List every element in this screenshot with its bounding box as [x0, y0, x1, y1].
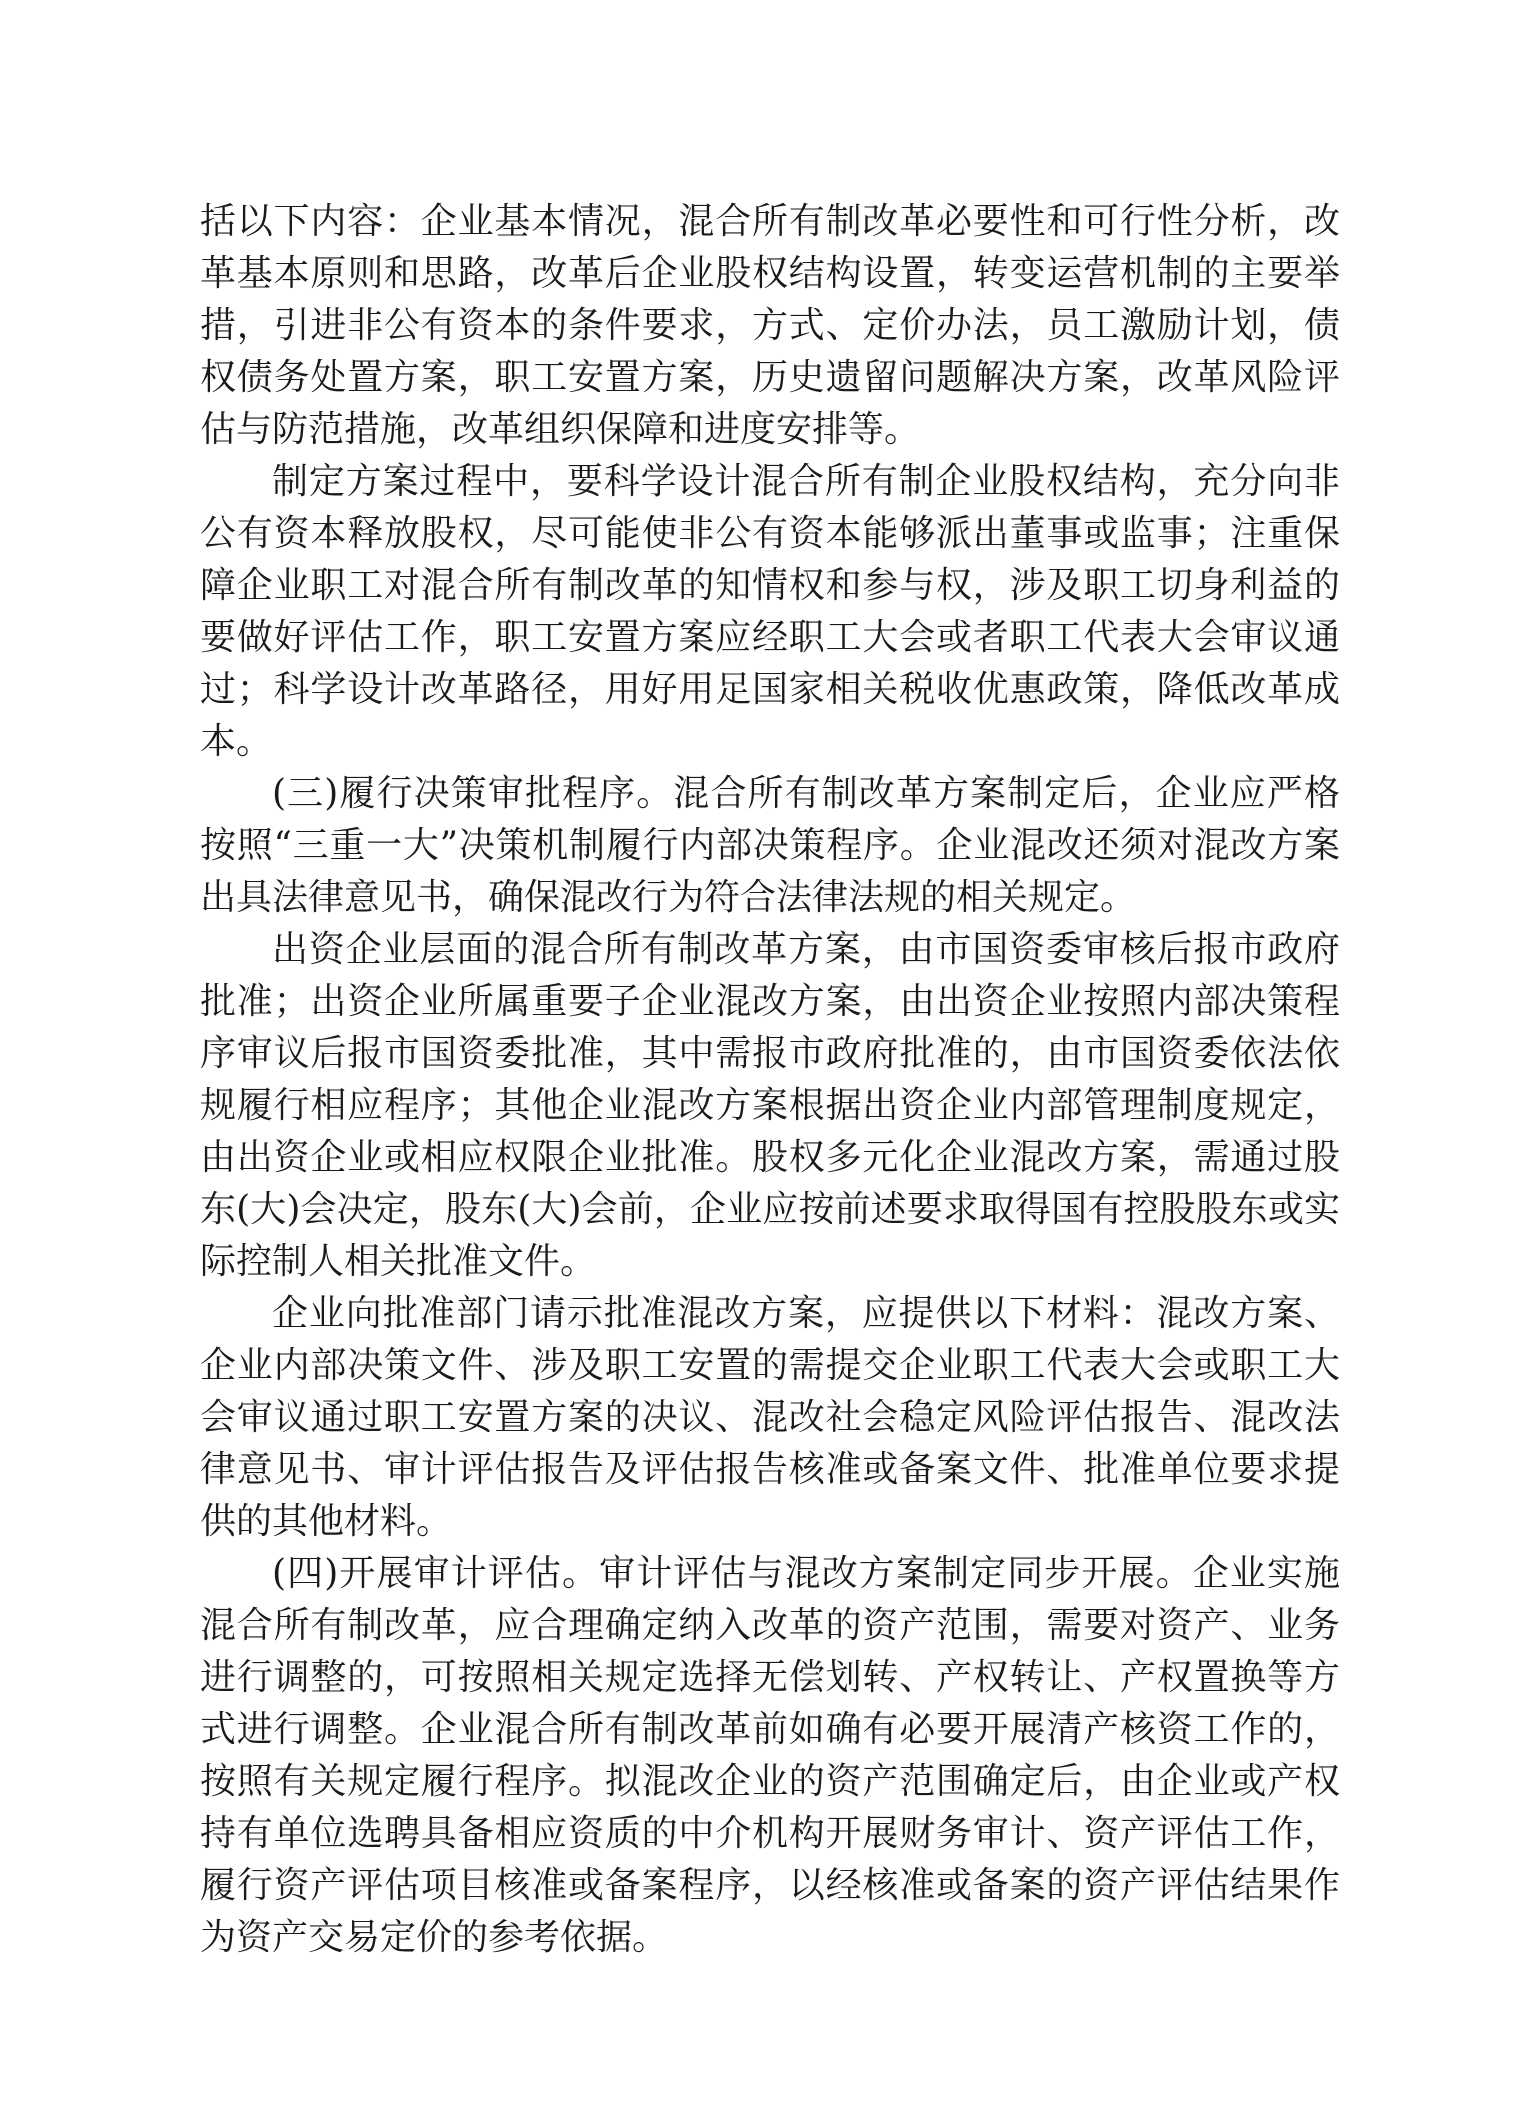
paragraph-continuation: 括以下内容：企业基本情况，混合所有制改革必要性和可行性分析，改革基本原则和思路，改革后企业股权结构设置，转变运营机制的主要举措，引进非公有资本的条件要求，方式、定价办法，员工激励计划，债权债务处置方案，职工安置方案，历史遗留问题解决方案，改革风险评估与防范措施，改革组织保障和进度安排等。: [200, 201, 1340, 450]
paragraph-required-materials: 企业向批准部门请示批准混改方案，应提供以下材料：混改方案、企业内部决策文件、涉及职工安置的需提交企业职工代表大会或职工大会审议通过职工安置方案的决议、混改社会稳定风险评估报告、混改法律意见书、审计评估报告及评估报告核准或备案文件、批准单位要求提供的其他材料。: [200, 1293, 1340, 1542]
paragraph-approval-authority: 出资企业层面的混合所有制改革方案，由市国资委审核后报市政府批准；出资企业所属重要子企业混改方案，由出资企业按照内部决策程序审议后报市国资委批准，其中需报市政府批准的，由市国资委依法依规履行相应程序；其他企业混改方案根据出资企业内部管理制度规定，由出资企业或相应权限企业批准。股权多元化企业混改方案，需通过股东(大)会决定，股东(大)会前，企业应按前述要求取得国有控股股东或实际控制人相关批准文件。: [200, 929, 1340, 1282]
paragraph-decision-approval: (三)履行决策审批程序。混合所有制改革方案制定后，企业应严格按照“三重一大”决策机制履行内部决策程序。企业混改还须对混改方案出具法律意见书，确保混改行为符合法律法规的相关规定。: [200, 773, 1340, 918]
document-page: [200, 196, 1340, 1964]
paragraph-scheme-design: 制定方案过程中，要科学设计混合所有制企业股权结构，充分向非公有资本释放股权，尽可能使非公有资本能够派出董事或监事；注重保障企业职工对混合所有制改革的知情权和参与权，涉及职工切身利益的要做好评估工作，职工安置方案应经职工大会或者职工代表大会审议通过；科学设计改革路径，用好用足国家相关税收优惠政策，降低改革成本。: [200, 461, 1340, 762]
paragraph-audit-evaluation: (四)开展审计评估。审计评估与混改方案制定同步开展。企业实施混合所有制改革，应合理确定纳入改革的资产范围，需要对资产、业务进行调整的，可按照相关规定选择无偿划转、产权转让、产权置换等方式进行调整。企业混合所有制改革前如确有必要开展清产核资工作的，按照有关规定履行程序。拟混改企业的资产范围确定后，由企业或产权持有单位选聘具备相应资质的中介机构开展财务审计、资产评估工作，履行资产评估项目核准或备案程序，以经核准或备案的资产评估结果作为资产交易定价的参考依据。: [200, 1553, 1340, 1958]
